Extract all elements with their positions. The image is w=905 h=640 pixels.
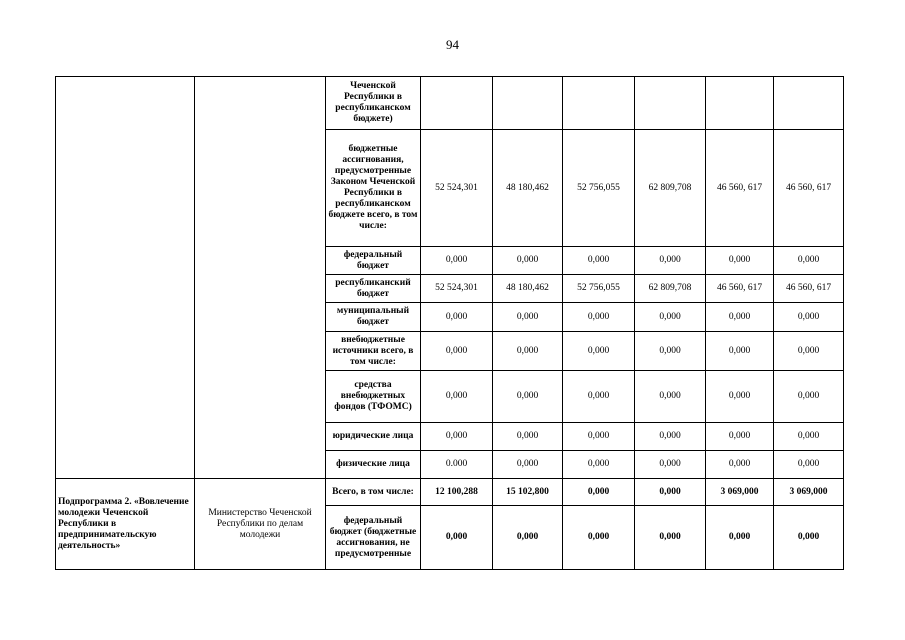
- value-cell: 48 180,462: [493, 275, 563, 303]
- value-cell: 0,000: [774, 332, 844, 371]
- value-cell: [774, 77, 844, 130]
- value-cell: 0,000: [563, 423, 635, 451]
- table-row: [56, 77, 844, 130]
- value-cell: [421, 77, 493, 130]
- value-cell: 0,000: [774, 451, 844, 479]
- value-cell: 0,000: [635, 303, 706, 332]
- program-cell-empty: [56, 77, 195, 479]
- value-cell: 0,000: [563, 451, 635, 479]
- source-cell: Чеченской Республики в республиканском бюджете): [326, 77, 421, 130]
- value-cell: 0,000: [493, 247, 563, 275]
- value-cell: 0,000: [774, 371, 844, 423]
- source-cell: средства внебюджетных фондов (ТФОМС): [326, 371, 421, 423]
- value-cell: 0,000: [563, 247, 635, 275]
- value-cell: 52 524,301: [421, 275, 493, 303]
- value-cell: [563, 77, 635, 130]
- source-cell: Всего, в том числе:: [326, 479, 421, 506]
- value-cell: 0,000: [421, 247, 493, 275]
- value-cell: 0,000: [635, 506, 706, 570]
- value-cell: 0,000: [493, 506, 563, 570]
- value-cell: 62 809,708: [635, 130, 706, 247]
- value-cell: 0,000: [635, 479, 706, 506]
- value-cell: 0,000: [563, 371, 635, 423]
- source-cell: физические лица: [326, 451, 421, 479]
- value-cell: 0,000: [635, 371, 706, 423]
- value-cell: 0,000: [774, 247, 844, 275]
- value-cell: 0,000: [706, 247, 774, 275]
- value-cell: 0,000: [493, 451, 563, 479]
- source-cell: федеральный бюджет: [326, 247, 421, 275]
- value-cell: [493, 77, 563, 130]
- executor-cell-empty: [195, 77, 326, 479]
- value-cell: [706, 77, 774, 130]
- value-cell: 46 560, 617: [774, 275, 844, 303]
- value-cell: 0,000: [421, 506, 493, 570]
- value-cell: 0,000: [774, 303, 844, 332]
- value-cell: 0,000: [493, 332, 563, 371]
- value-cell: 0,000: [421, 423, 493, 451]
- value-cell: 0,000: [635, 451, 706, 479]
- value-cell: 0,000: [493, 371, 563, 423]
- value-cell: 0,000: [706, 423, 774, 451]
- executor-name: Министерство Чеченской Республики по делам молодежи: [195, 479, 326, 570]
- value-cell: 0.000: [421, 451, 493, 479]
- value-cell: 46 560, 617: [706, 130, 774, 247]
- source-cell: юридические лица: [326, 423, 421, 451]
- subprogram-name: Подпрограмма 2. «Вовлечение молодежи Чеченской Республики в предпринимательскую деятельность»: [56, 479, 195, 570]
- value-cell: 0,000: [706, 506, 774, 570]
- value-cell: 62 809,708: [635, 275, 706, 303]
- value-cell: 0,000: [706, 332, 774, 371]
- value-cell: 52 756,055: [563, 275, 635, 303]
- value-cell: 48 180,462: [493, 130, 563, 247]
- source-cell: внебюджетные источники всего, в том числе:: [326, 332, 421, 371]
- value-cell: 0,000: [563, 303, 635, 332]
- value-cell: 0,000: [774, 506, 844, 570]
- value-cell: 15 102,800: [493, 479, 563, 506]
- value-cell: [635, 77, 706, 130]
- value-cell: 0,000: [706, 451, 774, 479]
- value-cell: 0,000: [563, 332, 635, 371]
- value-cell: 46 560, 617: [774, 130, 844, 247]
- table-row: [56, 479, 844, 506]
- value-cell: 52 524,301: [421, 130, 493, 247]
- value-cell: 0,000: [706, 303, 774, 332]
- value-cell: 0,000: [493, 303, 563, 332]
- value-cell: 3 069,000: [706, 479, 774, 506]
- value-cell: 0,000: [421, 371, 493, 423]
- value-cell: 0,000: [635, 247, 706, 275]
- value-cell: 52 756,055: [563, 130, 635, 247]
- value-cell: 0,000: [774, 423, 844, 451]
- value-cell: 0,000: [493, 423, 563, 451]
- page-number: 94: [446, 37, 459, 52]
- source-cell: федеральный бюджет (бюджетные ассигнования, не предусмотренные: [326, 506, 421, 570]
- value-cell: 0,000: [706, 371, 774, 423]
- value-cell: 0,000: [635, 423, 706, 451]
- value-cell: 12 100,288: [421, 479, 493, 506]
- budget-table: [55, 76, 844, 570]
- value-cell: 0,000: [421, 303, 493, 332]
- value-cell: 0,000: [635, 332, 706, 371]
- source-cell: бюджетные ассигнования, предусмотренные Законом Чеченской Республики в республиканском бюджете всего, в том числе:: [326, 130, 421, 247]
- source-cell: республиканский бюджет: [326, 275, 421, 303]
- value-cell: 46 560, 617: [706, 275, 774, 303]
- value-cell: 3 069,000: [774, 479, 844, 506]
- value-cell: 0,000: [421, 332, 493, 371]
- value-cell: 0,000: [563, 506, 635, 570]
- source-cell: муниципальный бюджет: [326, 303, 421, 332]
- value-cell: 0,000: [563, 479, 635, 506]
